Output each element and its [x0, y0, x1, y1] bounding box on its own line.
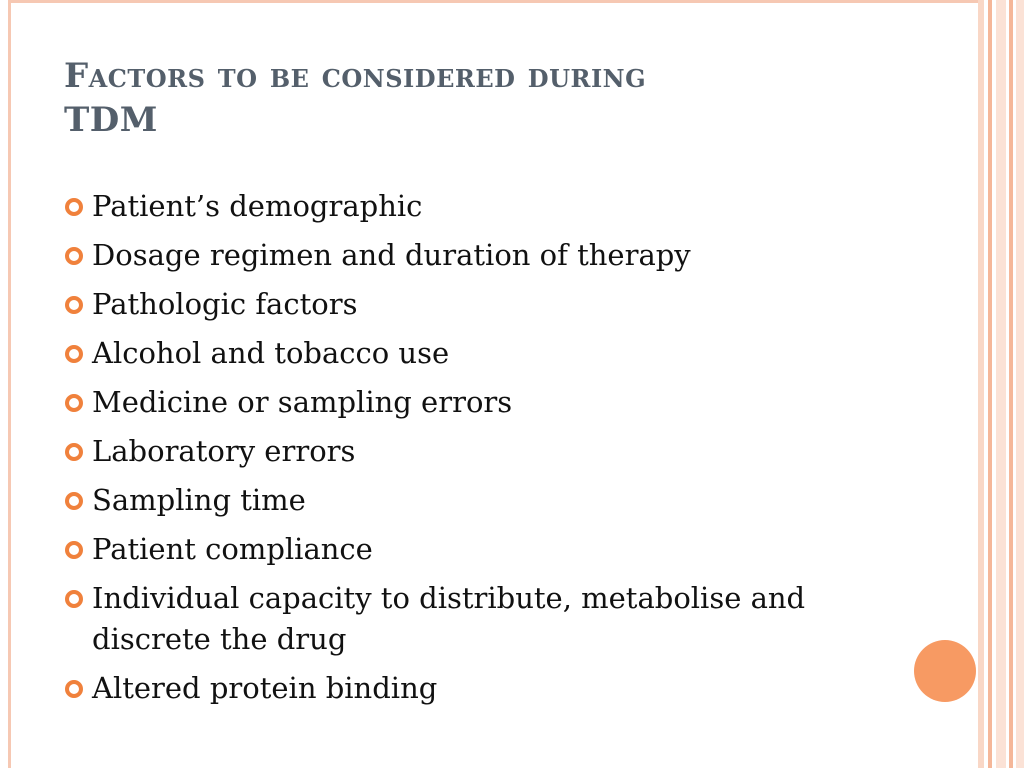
bullet-item	[64, 235, 884, 276]
ring-bullet-icon	[65, 541, 83, 559]
bullet-item	[64, 480, 884, 521]
decorative-stripe	[996, 0, 1006, 768]
bullet-list	[64, 186, 884, 717]
bullet-item	[64, 431, 884, 472]
ring-bullet-icon	[65, 198, 83, 216]
bullet-text: Laboratory errors	[92, 434, 356, 468]
bullet-item	[64, 668, 884, 709]
bullet-text: Individual capacity to distribute, metabolise and discrete the drug	[92, 581, 806, 656]
slide-title-line-1: Factors to be considered during	[64, 56, 647, 96]
decorative-stripe	[988, 0, 992, 768]
decorative-stripe	[1009, 0, 1013, 768]
slide-frame-top-rule	[8, 0, 980, 3]
bullet-text: Dosage regimen and duration of therapy	[92, 238, 691, 272]
bullet-text: Patient compliance	[92, 532, 373, 566]
decorative-stripe	[1016, 0, 1024, 768]
ring-bullet-icon	[65, 296, 83, 314]
bullet-text: Patient’s demographic	[92, 189, 423, 223]
bullet-text: Alcohol and tobacco use	[92, 336, 450, 370]
ring-bullet-icon	[65, 680, 83, 698]
ring-bullet-icon	[65, 590, 83, 608]
ring-bullet-icon	[65, 492, 83, 510]
bullet-item	[64, 529, 884, 570]
slide-title	[64, 54, 884, 142]
accent-circle	[914, 640, 976, 702]
ring-bullet-icon	[65, 394, 83, 412]
bullet-item	[64, 578, 884, 659]
bullet-text: Altered protein binding	[92, 670, 438, 705]
bullet-item	[64, 284, 884, 325]
ring-bullet-icon	[65, 345, 83, 363]
bullet-item	[64, 382, 884, 423]
slide-title-line-2: TDM	[64, 100, 158, 140]
ring-bullet-icon	[65, 247, 83, 265]
bullet-item	[64, 186, 884, 227]
bullet-item	[64, 333, 884, 374]
decorative-stripe	[978, 0, 984, 768]
ring-bullet-icon	[65, 443, 83, 461]
bullet-text: Sampling time	[92, 483, 306, 517]
bullet-text: Medicine or sampling errors	[92, 385, 513, 419]
bullet-text: Pathologic factors	[92, 287, 358, 321]
slide-frame-left-rule	[8, 0, 11, 768]
